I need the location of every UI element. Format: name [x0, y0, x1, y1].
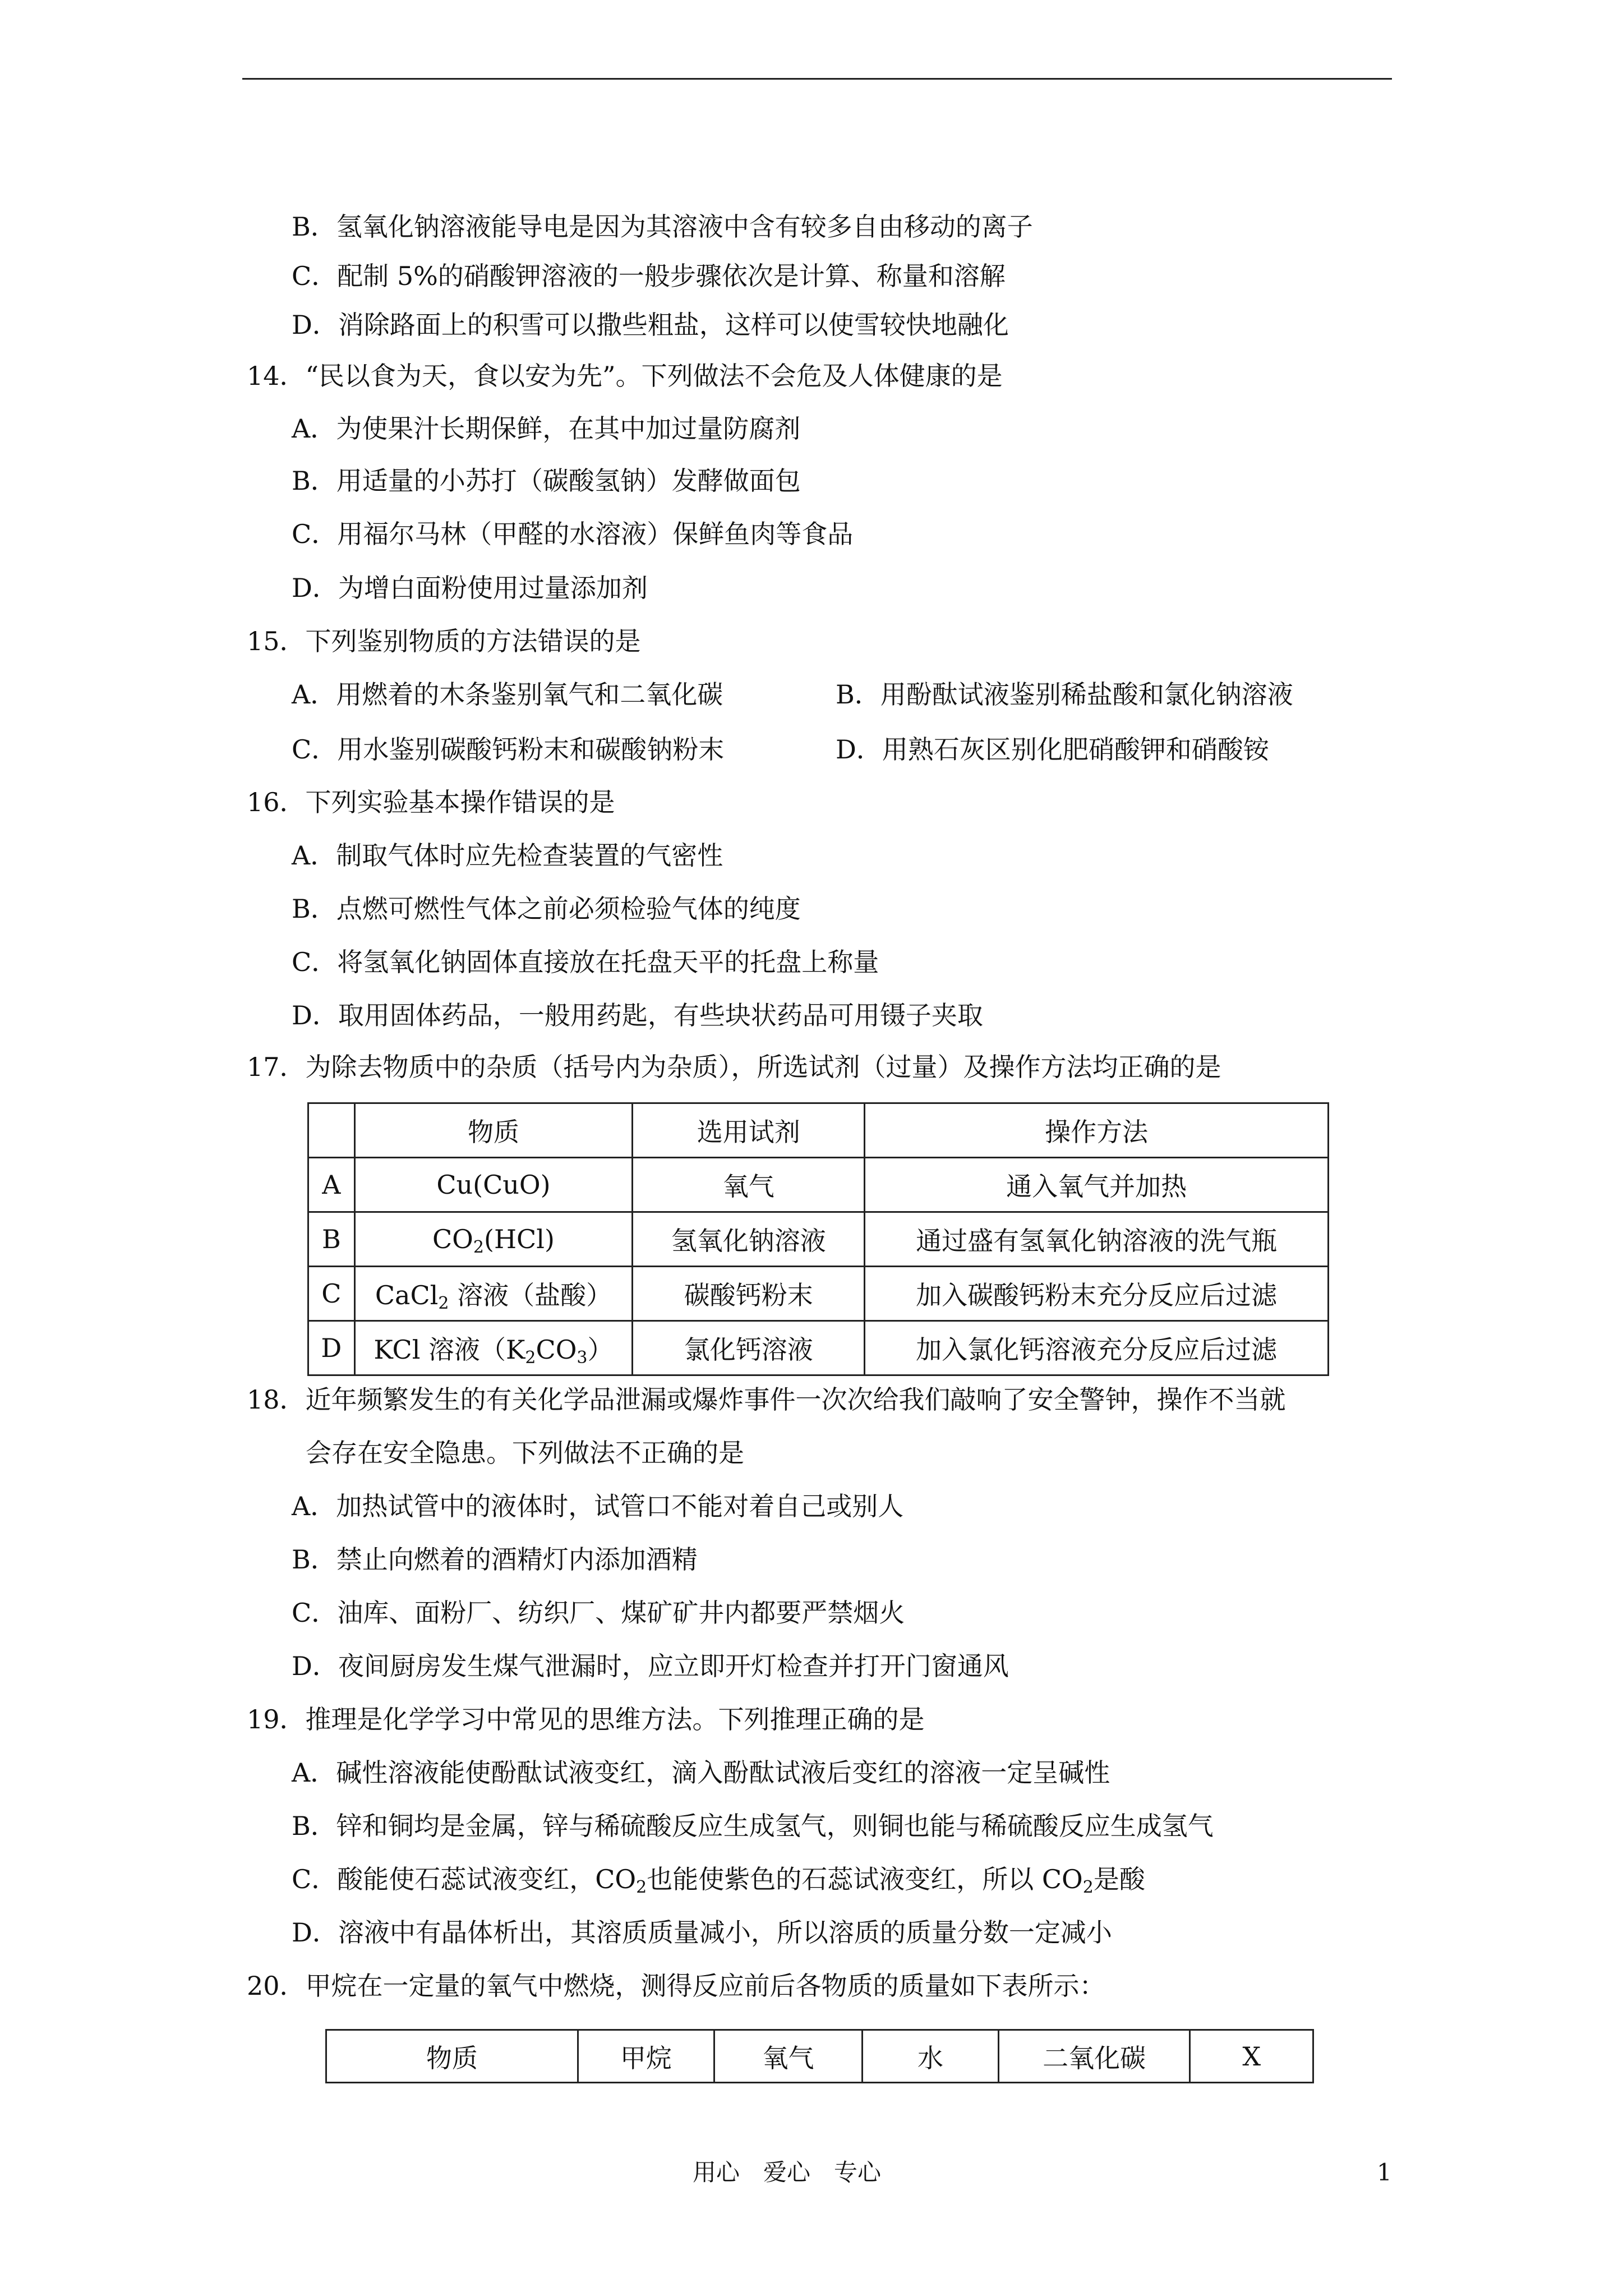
q19-option-a: A．碱性溶液能使酚酞试液变红，滴入酚酞试液后变红的溶液一定呈碱性: [292, 1757, 1110, 1788]
q15-option-d: D．用熟石灰区别化肥硝酸钾和硝酸铵: [836, 734, 1269, 765]
q16-option-a: A．制取气体时应先检查装置的气密性: [292, 840, 723, 871]
option-text: 也能使紫色的石蕊试液变红，所以 CO: [647, 1864, 1083, 1894]
footer-motto: 用心 爱心 专心: [693, 2159, 882, 2186]
row-label: D: [308, 1321, 355, 1375]
formula-text: CaCl: [375, 1280, 439, 1310]
q14-option-b: B．用适量的小苏打（碳酸氢钠）发酵做面包: [292, 466, 801, 496]
subscript: 2: [525, 1348, 536, 1368]
q15-option-c: C．用水鉴别碳酸钙粉末和碳酸钠粉末: [292, 734, 725, 765]
q15-stem: 15．下列鉴别物质的方法错误的是: [247, 626, 641, 656]
formula-text: ）: [587, 1335, 614, 1365]
q18-option-c: C．油库、面粉厂、纺织厂、煤矿矿井内都要严禁烟火: [292, 1598, 905, 1628]
q16-stem: 16．下列实验基本操作错误的是: [247, 787, 615, 817]
table-header-cell: 氧气: [714, 2030, 863, 2083]
subscript: 2: [1082, 1878, 1094, 1897]
method-cell: 加入碳酸钙粉末充分反应后过滤: [865, 1267, 1329, 1321]
table-header-cell: 二氧化碳: [998, 2030, 1190, 2083]
q14-option-a: A．为使果汁长期保鲜，在其中加过量防腐剂: [292, 413, 801, 444]
subscript: 2: [473, 1237, 484, 1257]
table-header-cell: 甲烷: [578, 2030, 714, 2083]
q18-stem-line1: 18．近年频繁发生的有关化学品泄漏或爆炸事件一次次给我们敲响了安全警钟，操作不当就: [247, 1384, 1286, 1415]
q15-option-a: A．用燃着的木条鉴别氧气和二氧化碳: [292, 679, 723, 710]
substance-cell: Cu(CuO): [354, 1158, 633, 1212]
table-row: [308, 1158, 1329, 1212]
q14-stem: 14．“民以食为天，食以安为先”。下列做法不会危及人体健康的是: [247, 361, 1003, 391]
reagent-cell: 氧气: [633, 1158, 865, 1212]
formula-text: KCl 溶液（K: [374, 1335, 525, 1365]
q13-option-b: B．氢氧化钠溶液能导电是因为其溶液中含有较多自由移动的离子: [292, 211, 1033, 242]
substance-cell: [354, 1321, 633, 1375]
q16-option-d: D．取用固体药品，一般用药匙，有些块状药品可用镊子夹取: [292, 1000, 983, 1030]
reagent-cell: 碳酸钙粉末: [633, 1267, 865, 1321]
table-row: [308, 1212, 1329, 1267]
substance-cell: [354, 1212, 633, 1267]
q20-table: [325, 2029, 1314, 2083]
substance-cell: [354, 1267, 633, 1321]
method-cell: 通过盛有氢氧化钠溶液的洗气瓶: [865, 1212, 1329, 1267]
table-header-cell: 水: [863, 2030, 999, 2083]
q18-stem-line2: 会存在安全隐患。下列做法不正确的是: [306, 1438, 744, 1468]
reagent-cell: 氢氧化钠溶液: [633, 1212, 865, 1267]
row-label: B: [308, 1212, 355, 1267]
header-rule: [242, 78, 1392, 80]
q18-option-d: D．夜间厨房发生煤气泄漏时，应立即开灯检查并打开门窗通风: [292, 1651, 1009, 1681]
q19-option-d: D．溶液中有晶体析出，其溶质质量减小，所以溶质的质量分数一定减小: [292, 1917, 1112, 1948]
formula-text: 溶液（盐酸）: [449, 1280, 612, 1310]
q15-option-b: B．用酚酞试液鉴别稀盐酸和氯化钠溶液: [836, 679, 1293, 710]
page-number: 1: [1377, 2159, 1392, 2186]
subscript: 2: [438, 1294, 449, 1313]
method-cell: 通入氧气并加热: [865, 1158, 1329, 1212]
q13-option-c: C．配制 5%的硝酸钾溶液的一般步骤依次是计算、称量和溶解: [292, 261, 1006, 291]
q18-option-a: A．加热试管中的液体时，试管口不能对着自己或别人: [292, 1491, 904, 1521]
table-header-cell: 物质: [354, 1103, 633, 1158]
q20-stem: 20．甲烷在一定量的氧气中燃烧，测得反应前后各物质的质量如下表所示：: [247, 1971, 1105, 2001]
subscript: 3: [577, 1348, 588, 1368]
row-label: C: [308, 1267, 355, 1321]
q16-option-c: C．将氢氧化钠固体直接放在托盘天平的托盘上称量: [292, 947, 879, 977]
q17-table: [307, 1102, 1329, 1376]
formula-text: CO: [536, 1335, 577, 1365]
table-header-cell: 选用试剂: [633, 1103, 865, 1158]
q19-option-b: B．锌和铜均是金属，锌与稀硫酸反应生成氢气，则铜也能与稀硫酸反应生成氢气: [292, 1811, 1214, 1841]
table-header-cell: X: [1190, 2030, 1313, 2083]
formula-text: (HCl): [484, 1224, 555, 1254]
option-text: C．酸能使石蕊试液变红，CO: [292, 1864, 637, 1894]
reagent-cell: 氯化钙溶液: [633, 1321, 865, 1375]
q14-option-c: C．用福尔马林（甲醛的水溶液）保鲜鱼肉等食品: [292, 519, 854, 549]
subscript: 2: [636, 1878, 647, 1897]
q14-option-d: D．为增白面粉使用过量添加剂: [292, 573, 648, 603]
q19-option-c: [292, 1862, 1145, 1896]
table-header-row: [326, 2030, 1313, 2083]
q18-option-b: B．禁止向燃着的酒精灯内添加酒精: [292, 1544, 698, 1575]
table-header-cell: 操作方法: [865, 1103, 1329, 1158]
option-text: 是酸: [1093, 1864, 1145, 1894]
table-header-cell: [308, 1103, 355, 1158]
q13-option-d: D．消除路面上的积雪可以撒些粗盐，这样可以使雪较快地融化: [292, 310, 1009, 340]
q17-stem: 17．为除去物质中的杂质（括号内为杂质），所选试剂（过量）及操作方法均正确的是: [247, 1052, 1221, 1082]
formula-text: CO: [432, 1224, 473, 1254]
method-cell: 加入氯化钙溶液充分反应后过滤: [865, 1321, 1329, 1375]
table-row: [308, 1267, 1329, 1321]
q16-option-b: B．点燃可燃性气体之前必须检验气体的纯度: [292, 894, 801, 924]
row-label: A: [308, 1158, 355, 1212]
table-row: [308, 1321, 1329, 1375]
q19-stem: 19．推理是化学学习中常见的思维方法。下列推理正确的是: [247, 1704, 925, 1734]
table-header-row: [308, 1103, 1329, 1158]
table-header-cell: 物质: [326, 2030, 578, 2083]
